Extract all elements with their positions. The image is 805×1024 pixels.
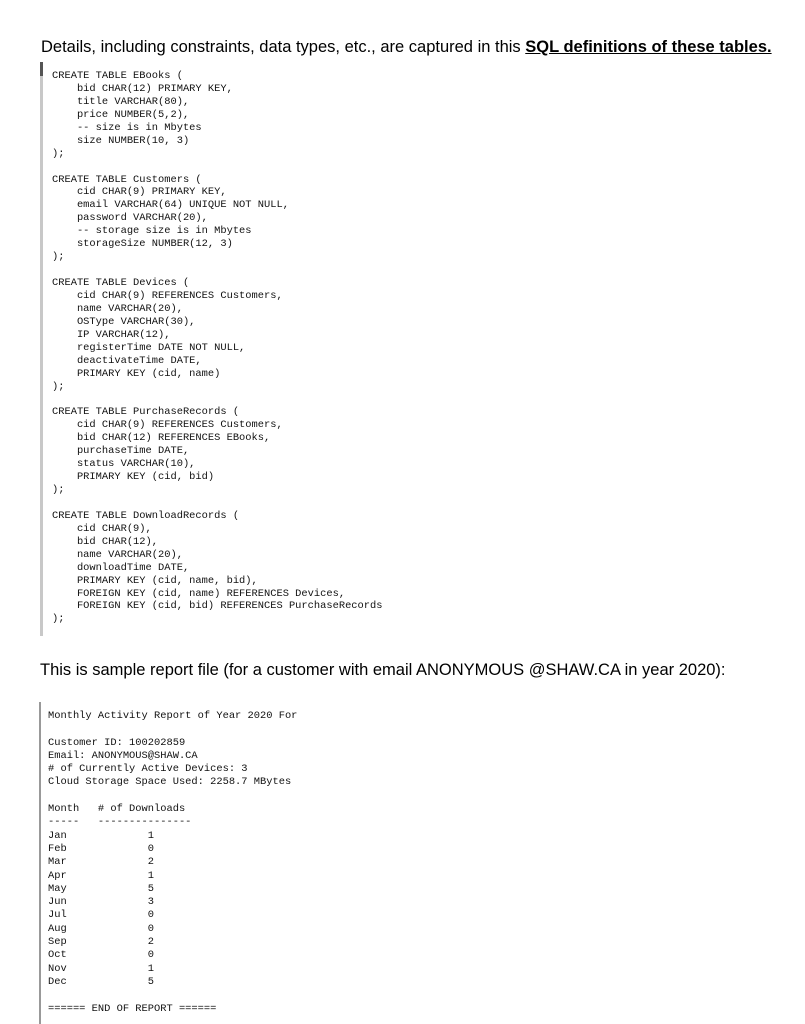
report-block-border xyxy=(39,702,41,1024)
code-block-border xyxy=(40,62,43,636)
sample-report-block xyxy=(39,702,759,1024)
code-block-cursor xyxy=(40,62,43,76)
sample-report-text: Monthly Activity Report of Year 2020 For Customer ID: 100202859 Email: ANONYMOUS@SHAW.CA # of Currently Active Devices: 3 Cloud Storage Space Used: 2258.7 MBytes Month # of Downloads ----- --------------- Jan 1 Feb 0 Mar 2 Apr 1 May 5 Jun 3 Jul 0 Aug 0 Sep 2 Oct 0 Nov 1 Dec 5 ====== END OF REPORT ====== xyxy=(48,710,298,1015)
intro-text: Details, including constraints, data types, etc., are captured in this xyxy=(41,38,526,56)
intro-sentence xyxy=(41,38,772,57)
sample-report-intro: This is sample report file (for a customer with email ANONYMOUS @SHAW.CA in year 2020): xyxy=(40,661,726,679)
sql-definitions-link[interactable]: SQL definitions of these tables. xyxy=(525,38,772,56)
sql-code: CREATE TABLE EBooks ( bid CHAR(12) PRIMARY KEY, title VARCHAR(80), price NUMBER(5,2), -- size is in Mbytes size NUMBER(10, 3) ); CREATE TABLE Customers ( cid CHAR(9) PRIMARY KEY, email VARCHAR(64) UNIQUE NOT NULL, password VARCHAR(20), -- storage size is in Mbytes storageSize NUMBER(12, 3) ); CREATE TABLE Devices ( cid CHAR(9) REFERENCES Customers, name VARCHAR(20), OSType VARCHAR(30), IP VARCHAR(12), registerTime DATE NOT NULL, deactivateTime DATE, PRIMARY KEY (cid, name) ); CREATE TABLE PurchaseRecords ( cid CHAR(9) REFERENCES Customers, bid CHAR(12) REFERENCES EBooks, purchaseTime DATE, status VARCHAR(10), PRIMARY KEY (cid, bid) ); CREATE TABLE DownloadRecords ( cid CHAR(9), bid CHAR(12), name VARCHAR(20), downloadTime DATE, PRIMARY KEY (cid, name, bid), FOREIGN KEY (cid, name) REFERENCES Devices, FOREIGN KEY (cid, bid) REFERENCES PurchaseRecords ); xyxy=(52,70,383,626)
